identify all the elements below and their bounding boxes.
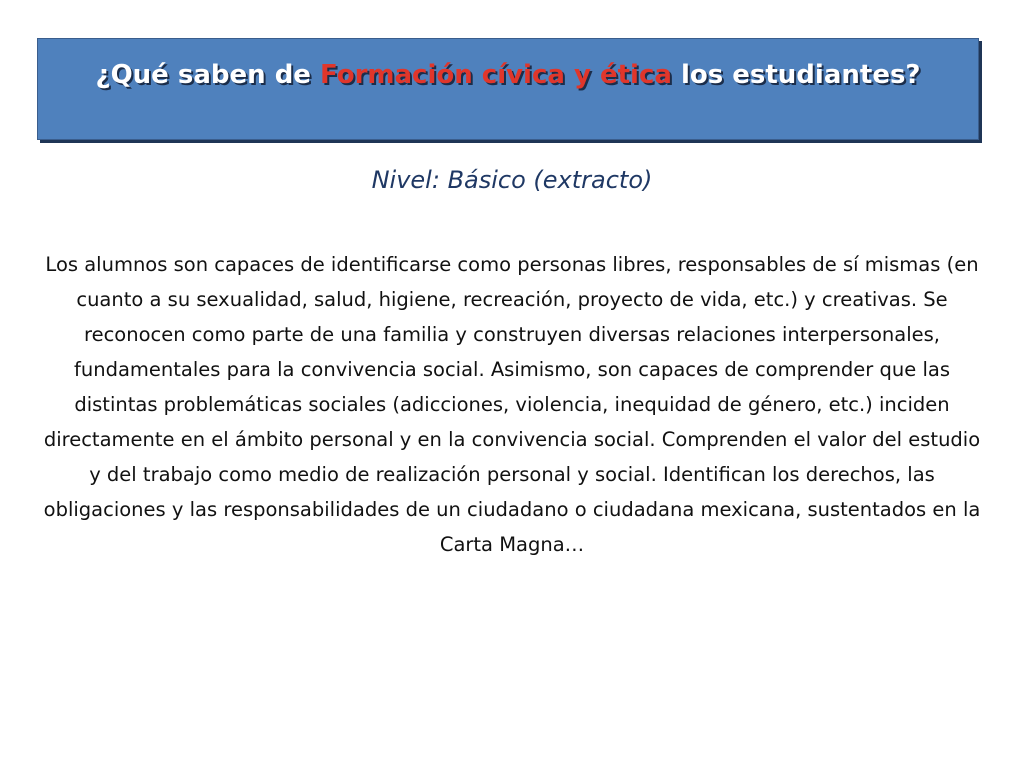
- body-paragraph: Los alumnos son capaces de identificarse como personas libres, responsables de sí mismas (en cuanto a su sexualidad, salud, higiene, recreación, proyecto de vida, etc.) y creativas. Se reconocen como parte de una familia y construyen diversas relaciones interpersonales, fundamentales para la convivencia social. Asimismo, son capaces de comprender que las distintas problemáticas sociales (adicciones, violencia, inequidad de género, etc.) inciden directamente en el ámbito personal y en la convivencia social. Comprenden el valor del estudio y del trabajo como medio de realización personal y social. Identifican los derechos, las obligaciones y las responsabilidades de un ciudadano o ciudadana mexicana, sustentados en la Carta Magna…: [43, 253, 981, 556]
- title-banner: [37, 38, 979, 140]
- title-highlight: Formación cívica y ética: [320, 60, 672, 90]
- slide-title: [38, 59, 978, 91]
- subtitle: Nivel: Básico (extracto): [371, 166, 653, 194]
- title-part-2: los estudiantes?: [671, 60, 921, 90]
- title-part-1: ¿Qué saben de: [95, 60, 320, 90]
